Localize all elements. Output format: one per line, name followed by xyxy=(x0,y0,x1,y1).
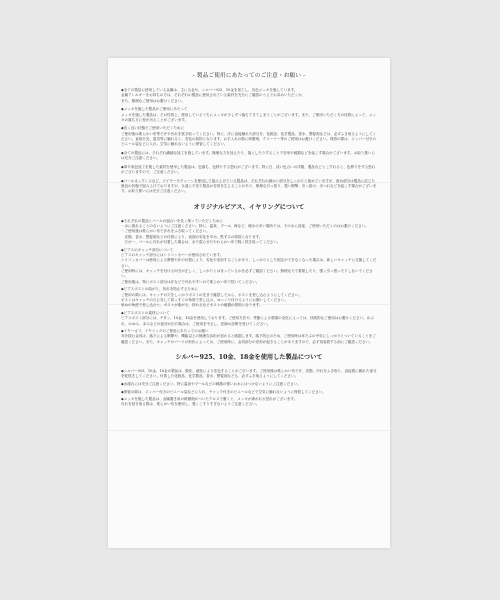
silver-section-title: シルバー925、10金、18金を使用した製品について xyxy=(175,354,323,362)
intro-paragraph: ◆全ての製品に使用している金属は、主に合金や、シルバー925、10金を加工し、各色メッキを施しています。 金属アレルギーをお持ちの方は、それぞれの製品に使用されている素材を充分にご確認のうえでお求めいただくか、 また、無理なご使用はお避けください。 xyxy=(121,88,306,103)
pierce-section-title: オリジナルピアス、イヤリングについて xyxy=(193,203,305,211)
silver-paragraph: ◆水濡れには充分ご注意ください。特に温泉やプールなどの刺激の強いお水にはつけないようにご注意ください。 xyxy=(121,381,301,386)
note-paragraph: ◆革や染色加工を施した素材を使用した製品は、色落ち、色移りする恐れがございます。特に白、淡い色合いの洋服、製品などとこすれると、色移りをする恐れがございますので、ご注意ください。 xyxy=(121,164,376,175)
note-paragraph: ◆パールネックレスなど、ワイヤーやチェーンを使用して組み上げている製品は、それぞれの細かい部分をしっかりと留めていますが、留め部分は製品に応じた最良の状態で組み上げておりますが、永遠に不変で製品の変形を生じることがあり、無理な引っ張り、強い衝撃、引っ掛け、ほつれなどを起こす場合がございます。お取り扱いには充分ご注意ください。 xyxy=(121,178,377,194)
silver-paragraph: ◆保管の際は、ジッパー付きのビニール袋などに入れ、チャック付きのビニールなどで空気に触れないように保管してください。 xyxy=(121,389,326,394)
note-paragraph: ◆メッキを施した製品のご使用にあたって メッキを施した製品は、その性質上、使用しているうちにメッキが少しずつ落ちてきてしまうことがございます。また、ご使用いただく方の体質によって、メッキの落ち方に差が出ることがございます。 xyxy=(121,107,376,122)
pierce-paragraph: ◆ピアスポストの曲がり、折れを防止するために ご使用の際には、キャッチの穴をしっかりポストの先まで確認してから、ポストを差し込むようにしてください。 ポストはキャッチの穴に対して真っすぐの角度で差し込み、ゆっくり付けるようにお願いしてください。 斜めの角度で差し込むと、ポストが曲がる、折れるなどポストの破損の原因になります。 xyxy=(121,287,302,308)
pierce-paragraph: ◆ピアスポストの素材について ピアスポスト部分には、チタン、10金、18金を使用しております。ご使用方法や、季節による環境の変化によっては、持続的なご使用はお避けください。かぶれ、かゆみ、赤みなどの症状が出た場合は、ご使用を中止し、医師の診断を受けてください。 xyxy=(121,310,374,326)
pierce-paragraph: ◆イヤーカフ、イヤリングのご使用にあたってのお願い 耳を挟む金具は、落下による衝撃や、機能以上の無理な負担が加わると破損します。落下防止のため、ご使用時は耳たぶの中央にしっかりとついていることをご確認ください。また、キャッチのパーツの形状によっては、ご使用時に、金具部分の変形が起きることがありますので、必ず再装着する前にご確認ください。 xyxy=(121,329,376,344)
silver-paragraph: ◆シルバー925、10金、18金の製品は、酸化、硫化により変色することがございます。ご使用後は柔らかい布で汗、皮脂、汚れをふき取り、直接肌に触れた部分を乾拭きしてください。付着した化粧品、化学製品、香水、整髪剤なども、必ずふき取るようにしてください。 xyxy=(121,369,377,379)
pierce-paragraph: ◆ピアスのキャッチ部分について ピアスのキャッチ部分にはシリコンカバーが使用されています。 シリコンカバーは使用による摩擦や汗の付着により、劣化や変形することがあり、しっかりとした固定ができなくなった場合は、新しいキャッチに交換してください。 ご使用時には、キャッチを付ける向きが正しく、しっかりとはまっているかを必ずご確認ください。無理な力で着脱したり、強く引っ張ったりしないでください。 ご使用後は、特にポスト部分は汗などで汚れやすいので柔らかい布で拭いてください。 xyxy=(121,247,377,284)
paper-fold-line xyxy=(108,304,390,305)
note-paragraph: ◆全ての製品には、それぞれ繊細な加工を施しています。無理な力を加えたり、落としたりすることで変形や破損などを起こす場合がございます。お取り扱いには充分ご注意ください。 xyxy=(121,151,375,161)
silver-paragraph: ◆メッキを施した製品は、金属磨き用の研磨剤がついたクロスで磨くと、メッキが剥がれる恐れがございます。 汚れを拭き取る際は、柔らかい布を使用し、強くこすりすぎないようご注意ください。 xyxy=(121,397,298,407)
paper-fold-line xyxy=(108,430,390,431)
pierce-paragraph: ◆それぞれの製品とパールの風合いを長く保っていただくために ・水に濡れることのないようにご注意ください。特に、温泉、プール、海など、硬水の多い場所では、その水に直接、ご使用いただくのはお避けください。 ・ご使用後は柔らかい布で汗れをふき取ってください。 皮脂、香水、整髪剤などの付着により、表面の劣化を早め、黒ずみの原因となります。 万が一、パールに汚れが付着した場合は、水で湿らせたやわらかい布で軽く拭き取ってください。 xyxy=(121,218,369,245)
sheet-title: - 製品ご使用にあたってのご注意・お願い - xyxy=(192,73,306,79)
paper-fold-line xyxy=(108,182,390,183)
note-paragraph: ◆長く良い状態でご使用いただくために ご使用後は柔らかい布等で汗や汚れを拭き取ってください。特に、汗に直接触れた部分を、化粧品、化学製品、香水、整髪剤などは、必ずふき取るようにしてください。直射日光、湿気等に触れると、変色の原因となります。お手入れの際に研磨剤、クリーナー等のご使用はお避けください。保管の際は、ジッパー付きのビニール袋などに入れ、空気に触れないように保管してください。 xyxy=(121,126,377,147)
notice-sheet xyxy=(108,58,390,548)
